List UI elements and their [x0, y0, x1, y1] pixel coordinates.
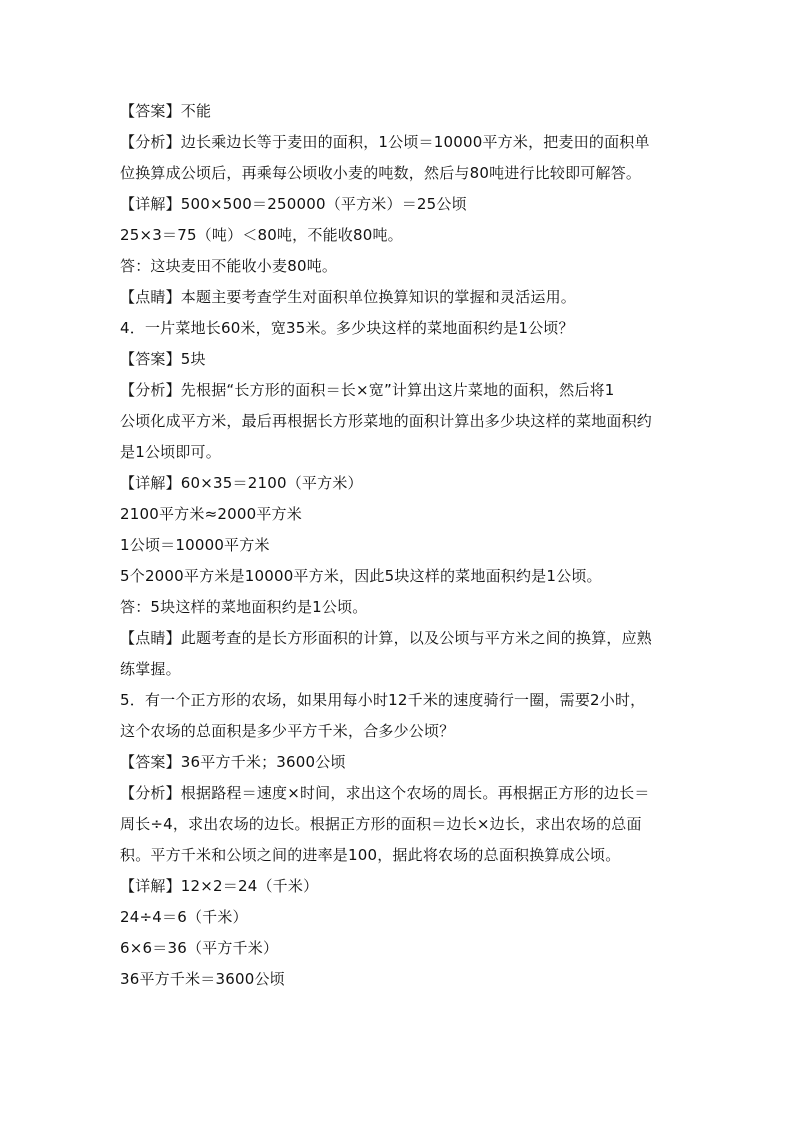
solution-line: 6×6＝36（平方千米）: [120, 939, 279, 957]
analysis-line: 位换算成公顷后，再乘每公顷收小麦的吨数，然后与80吨进行比较即可解答。: [120, 164, 642, 182]
solution-line: 【详解】60×35＝2100（平方米）: [120, 474, 363, 492]
question-line: 4．一片菜地长60米，宽35米。多少块这样的菜地面积约是1公顷？: [120, 319, 574, 337]
solution-line: 5个2000平方米是10000平方米，因此5块这样的菜地面积约是1公顷。: [120, 567, 602, 585]
solution-line: 2100平方米≈2000平方米: [120, 505, 302, 523]
solution-line: 24÷4＝6（千米）: [120, 908, 248, 926]
analysis-line: 积。平方千米和公顷之间的进率是100，据此将农场的总面积换算成公顷。: [120, 846, 621, 864]
analysis-line: 【分析】先根据“长方形的面积＝长×宽”计算出这片菜地的面积，然后将1: [120, 381, 615, 399]
answer-line: 【答案】36平方千米；3600公顷: [120, 753, 346, 771]
question-line: 这个农场的总面积是多少平方千米，合多少公顷？: [120, 722, 455, 740]
reply-line: 答：5块这样的菜地面积约是1公顷。: [120, 598, 368, 616]
comment-line: 【点睛】此题考查的是长方形面积的计算，以及公顷与平方米之间的换算，应熟: [120, 629, 653, 647]
comment-line: 练掌握。: [120, 660, 181, 678]
solution-line: 【详解】12×2＝24（千米）: [120, 877, 319, 895]
document-page: [120, 96, 683, 995]
comment-line: 【点睛】本题主要考查学生对面积单位换算知识的掌握和灵活运用。: [120, 288, 577, 306]
analysis-line: 【分析】根据路程＝速度×时间，求出这个农场的周长。再根据正方形的边长＝: [120, 784, 650, 802]
reply-line: 答：这块麦田不能收小麦80吨。: [120, 257, 338, 275]
question-line: 5．有一个正方形的农场，如果用每小时12千米的速度骑行一圈，需要2小时，: [120, 691, 646, 709]
analysis-line: 公顷化成平方米，最后再根据长方形菜地的面积计算出多少块这样的菜地面积约: [120, 412, 653, 430]
analysis-line: 周长÷4，求出农场的边长。根据正方形的面积＝边长×边长，求出农场的总面: [120, 815, 642, 833]
solution-line: 25×3＝75（吨）＜80吨，不能收80吨。: [120, 226, 403, 244]
answer-line: 【答案】5块: [120, 350, 206, 368]
analysis-line: 是1公顷即可。: [120, 443, 221, 461]
analysis-line: 【分析】边长乘边长等于麦田的面积，1公顷＝10000平方米，把麦田的面积单: [120, 133, 650, 151]
solution-line: 【详解】500×500＝250000（平方米）＝25公顷: [120, 195, 467, 213]
solution-line: 36平方千米＝3600公顷: [120, 970, 285, 988]
answer-line: 【答案】不能: [120, 102, 212, 120]
solution-line: 1公顷＝10000平方米: [120, 536, 270, 554]
